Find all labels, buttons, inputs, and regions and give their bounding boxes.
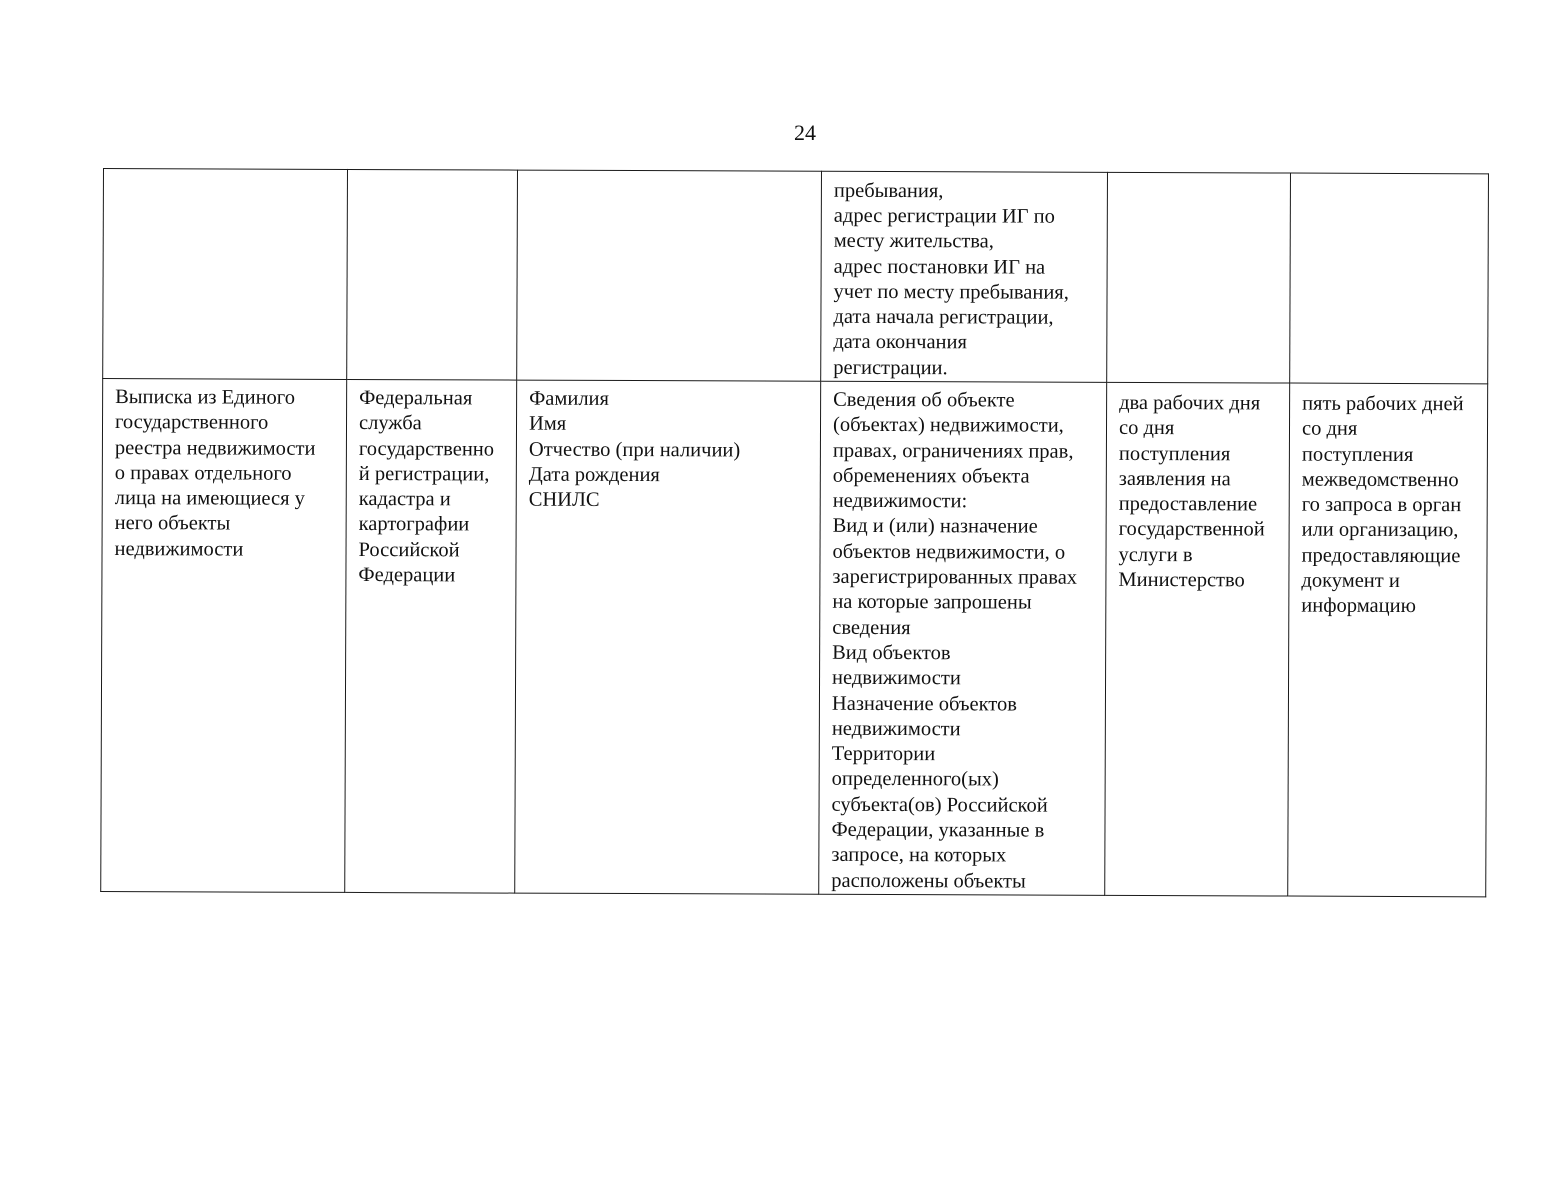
table-cell-document — [101, 379, 347, 893]
table-row — [101, 379, 1488, 897]
table-cell-agency — [345, 379, 517, 893]
document-name-text: Выписка из Единого государственного реестра недвижимости о правах отдельного лица на имеющиеся у него объекты недвижимости — [114, 386, 316, 561]
table-cell-empty — [1290, 173, 1489, 384]
continued-fields-text: пребывания, адрес регистрации ИГ по месту жительства, адрес постановки ИГ на учет по месту пребывания, дата начала регистрации, дата окончания регистрации. — [833, 179, 1069, 379]
table-cell-empty — [103, 169, 348, 380]
table-row-continuation — [103, 169, 1489, 384]
response-deadline-text: пять рабочих дней со дня поступления межведомственно го запроса в орган или организацию, предоставляющие документ и информацию — [1301, 392, 1464, 618]
document-table — [100, 168, 1489, 897]
agency-name-text: Федеральная служба государственно й регистрации, кадастра и картографии Российской Федерации — [358, 386, 495, 587]
table-cell-empty — [517, 170, 822, 381]
table-cell-response-deadline — [1288, 383, 1488, 897]
request-deadline-text: два рабочих дня со дня поступления заявления на предоставление государственной услуги в Министерство — [1118, 391, 1265, 592]
table-cell-request-deadline — [1105, 382, 1290, 896]
table-cell-response-fields — [819, 381, 1107, 895]
table-cell-empty — [1107, 172, 1291, 383]
request-fields-text: Фамилия Имя Отчество (при наличии) Дата рождения СНИЛС — [528, 387, 741, 512]
table-cell-empty — [347, 169, 518, 380]
table-cell-request-fields — [515, 380, 821, 894]
response-fields-text: Сведения об объекте (объектах) недвижимости, правах, ограничениях прав, обременениях объекта недвижимости: Вид и (или) назначение объектов недвижимости, о зарегистрированных правах на которые запрошены сведения Вид объектов недвижимости Назначение объектов недвижимости Территории определенного(ых) субъекта(ов) Российской Федерации, указанные в запросе, на которых расположены объекты — [831, 388, 1078, 893]
page-number: 24 — [794, 120, 816, 145]
table-cell-continued-fields — [821, 171, 1108, 382]
